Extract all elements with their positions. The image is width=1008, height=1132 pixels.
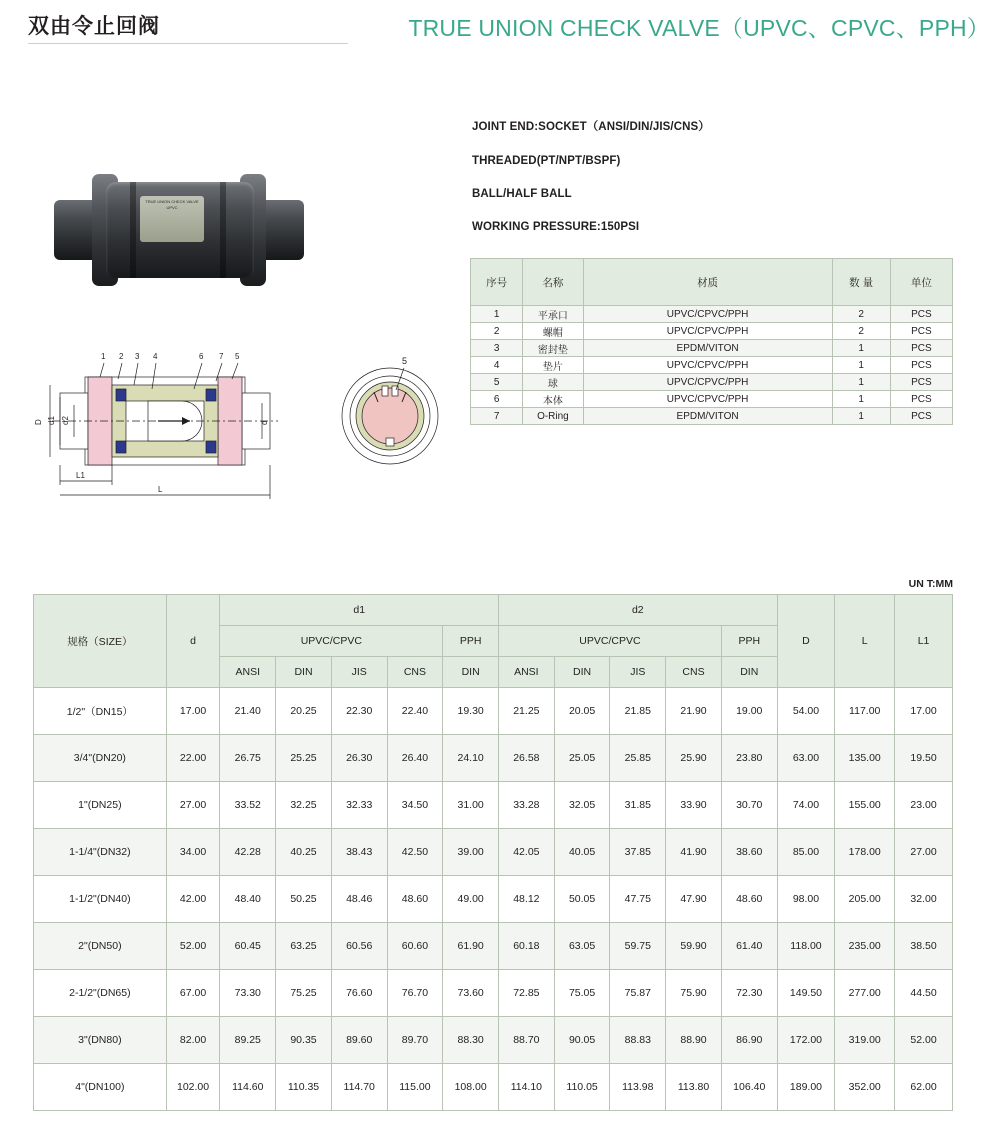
size-cell-d: 82.00 (166, 1017, 220, 1064)
size-cell: 110.05 (554, 1064, 610, 1111)
size-header-std-8: CNS (666, 657, 722, 688)
size-cell: 108.00 (443, 1064, 499, 1111)
size-header-std-5: ANSI (499, 657, 555, 688)
size-cell: 32.25 (276, 782, 332, 829)
size-header-d1-upvc-cpvc: UPVC/CPVC (220, 626, 443, 657)
size-cell-D: 98.00 (777, 876, 835, 923)
size-cell: 21.90 (666, 688, 722, 735)
size-cell: 41.90 (666, 829, 722, 876)
size-cell: 63.05 (554, 923, 610, 970)
page-title-en: TRUE UNION CHECK VALVE（UPVC、CPVC、PPH） (408, 15, 990, 41)
parts-table-header-row (471, 259, 953, 306)
size-cell: 32.33 (331, 782, 387, 829)
size-cell-L: 205.00 (835, 876, 895, 923)
parts-cell-no: 1 (471, 306, 523, 323)
size-cell-L: 135.00 (835, 735, 895, 782)
size-cell: 106.40 (721, 1064, 777, 1111)
size-cell: 21.85 (610, 688, 666, 735)
size-cell: 21.40 (220, 688, 276, 735)
parts-cell-unit: PCS (890, 357, 952, 374)
table-row (471, 357, 953, 374)
parts-cell-material: UPVC/CPVC/PPH (583, 306, 832, 323)
size-cell-size: 2"(DN50) (34, 923, 167, 970)
size-cell-L: 117.00 (835, 688, 895, 735)
unit-note: UN T:MM (908, 578, 953, 590)
size-cell: 89.60 (331, 1017, 387, 1064)
size-cell: 21.25 (499, 688, 555, 735)
size-cell-L1: 19.50 (895, 735, 953, 782)
size-cell-size: 1"(DN25) (34, 782, 167, 829)
page-header (0, 0, 1008, 60)
size-header-std-1: DIN (276, 657, 332, 688)
parts-cell-qty: 1 (832, 391, 890, 408)
parts-header-material: 材质 (583, 259, 832, 306)
size-cell: 114.60 (220, 1064, 276, 1111)
size-cell: 60.45 (220, 923, 276, 970)
end-view-drawing (330, 348, 450, 468)
size-cell: 60.60 (387, 923, 443, 970)
size-cell-L: 155.00 (835, 782, 895, 829)
valve-body-ring-left (130, 182, 136, 278)
table-row (34, 735, 953, 782)
size-cell: 33.28 (499, 782, 555, 829)
size-header-L1: L1 (895, 595, 953, 688)
size-cell-d: 22.00 (166, 735, 220, 782)
size-cell: 20.25 (276, 688, 332, 735)
size-header-d2-upvc-cpvc: UPVC/CPVC (499, 626, 722, 657)
table-row (471, 408, 953, 425)
size-cell: 60.56 (331, 923, 387, 970)
size-cell-size: 4"(DN100) (34, 1064, 167, 1111)
parts-cell-material: EPDM/VITON (583, 340, 832, 357)
table-row (34, 1064, 953, 1111)
size-cell-d: 102.00 (166, 1064, 220, 1111)
size-cell: 48.46 (331, 876, 387, 923)
size-cell-D: 54.00 (777, 688, 835, 735)
size-cell-L1: 62.00 (895, 1064, 953, 1111)
size-cell: 31.00 (443, 782, 499, 829)
size-cell-D: 149.50 (777, 970, 835, 1017)
size-cell-L1: 17.00 (895, 688, 953, 735)
parts-cell-name: 垫片 (523, 357, 583, 374)
parts-header-unit: 单位 (890, 259, 952, 306)
size-cell-d: 42.00 (166, 876, 220, 923)
size-cell: 75.87 (610, 970, 666, 1017)
size-cell: 25.90 (666, 735, 722, 782)
parts-cell-unit: PCS (890, 340, 952, 357)
size-header-std-7: JIS (610, 657, 666, 688)
size-cell: 30.70 (721, 782, 777, 829)
size-cell: 47.75 (610, 876, 666, 923)
size-cell: 47.90 (666, 876, 722, 923)
size-cell: 114.70 (331, 1064, 387, 1111)
size-cell: 42.28 (220, 829, 276, 876)
size-cell: 25.25 (276, 735, 332, 782)
table-row (471, 323, 953, 340)
size-cell: 88.30 (443, 1017, 499, 1064)
size-cell: 86.90 (721, 1017, 777, 1064)
size-cell-d: 34.00 (166, 829, 220, 876)
size-cell: 25.05 (554, 735, 610, 782)
size-cell: 75.25 (276, 970, 332, 1017)
parts-cell-name: O-Ring (523, 408, 583, 425)
svg-text:L: L (158, 485, 163, 494)
parts-cell-qty: 2 (832, 306, 890, 323)
size-cell-D: 118.00 (777, 923, 835, 970)
parts-cell-material: UPVC/CPVC/PPH (583, 357, 832, 374)
size-cell: 26.40 (387, 735, 443, 782)
size-cell-size: 1/2"（DN15） (34, 688, 167, 735)
parts-cell-unit: PCS (890, 323, 952, 340)
svg-text:7: 7 (219, 352, 224, 361)
size-cell: 39.00 (443, 829, 499, 876)
size-cell: 24.10 (443, 735, 499, 782)
size-cell-L: 277.00 (835, 970, 895, 1017)
size-cell-L: 319.00 (835, 1017, 895, 1064)
size-cell: 72.30 (721, 970, 777, 1017)
end-view-svg (330, 348, 450, 468)
spec-line-working-pressure: WORKING PRESSURE:150PSI (472, 221, 640, 233)
parts-cell-qty: 2 (832, 323, 890, 340)
svg-text:4: 4 (153, 352, 158, 361)
size-cell: 31.85 (610, 782, 666, 829)
page-title-cn: 双由令止回阀 (28, 15, 160, 38)
size-cell: 50.25 (276, 876, 332, 923)
size-cell: 48.12 (499, 876, 555, 923)
size-cell: 33.52 (220, 782, 276, 829)
size-cell: 110.35 (276, 1064, 332, 1111)
parts-cell-unit: PCS (890, 306, 952, 323)
spec-line-threaded: THREADED(PT/NPT/BSPF) (472, 155, 621, 167)
size-cell-D: 74.00 (777, 782, 835, 829)
size-cell: 25.85 (610, 735, 666, 782)
table-row (34, 688, 953, 735)
size-cell: 59.90 (666, 923, 722, 970)
size-cell: 73.30 (220, 970, 276, 1017)
valve-label: TRUE UNION CHECK VALVE UPVC (140, 196, 204, 242)
size-cell-L1: 38.50 (895, 923, 953, 970)
header-divider (28, 43, 348, 44)
parts-cell-name: 本体 (523, 391, 583, 408)
size-header-L: L (835, 595, 895, 688)
parts-cell-material: UPVC/CPVC/PPH (583, 323, 832, 340)
size-cell-d: 17.00 (166, 688, 220, 735)
size-cell: 75.90 (666, 970, 722, 1017)
size-cell: 38.60 (721, 829, 777, 876)
size-cell: 32.05 (554, 782, 610, 829)
parts-header-no: 序号 (471, 259, 523, 306)
size-header-d2: d2 (499, 595, 778, 626)
size-cell-L1: 52.00 (895, 1017, 953, 1064)
table-row (34, 829, 953, 876)
size-cell-D: 172.00 (777, 1017, 835, 1064)
svg-text:1: 1 (101, 352, 106, 361)
size-cell-size: 3"(DN80) (34, 1017, 167, 1064)
parts-cell-qty: 1 (832, 340, 890, 357)
end-view-callout-5: 5 (402, 356, 408, 366)
table-row (471, 391, 953, 408)
size-cell-size: 1-1/2"(DN40) (34, 876, 167, 923)
size-cell: 33.90 (666, 782, 722, 829)
spec-line-joint-end: JOINT END:SOCKET（ANSI/DIN/JIS/CNS） (472, 121, 710, 133)
size-cell: 34.50 (387, 782, 443, 829)
size-cell-L1: 44.50 (895, 970, 953, 1017)
size-cell: 60.18 (499, 923, 555, 970)
svg-text:2: 2 (119, 352, 124, 361)
spec-line-ball: BALL/HALF BALL (472, 188, 572, 200)
svg-text:5: 5 (235, 352, 240, 361)
size-cell-L: 235.00 (835, 923, 895, 970)
valve-body-ring-right (220, 182, 226, 278)
size-cell-L1: 27.00 (895, 829, 953, 876)
svg-text:d: d (260, 420, 269, 425)
size-header-size: 规格（SIZE） (34, 595, 167, 688)
size-cell: 42.50 (387, 829, 443, 876)
size-cell-D: 63.00 (777, 735, 835, 782)
size-header-std-9: DIN (721, 657, 777, 688)
parts-cell-name: 球 (523, 374, 583, 391)
size-header-std-6: DIN (554, 657, 610, 688)
table-row (471, 374, 953, 391)
size-cell: 59.75 (610, 923, 666, 970)
size-table (33, 594, 953, 1111)
size-cell: 90.05 (554, 1017, 610, 1064)
spec-text-block (472, 118, 952, 254)
parts-cell-name: 密封垫 (523, 340, 583, 357)
parts-cell-qty: 1 (832, 374, 890, 391)
size-cell-size: 1-1/4"(DN32) (34, 829, 167, 876)
size-cell: 113.98 (610, 1064, 666, 1111)
size-cell-L: 178.00 (835, 829, 895, 876)
size-cell-L1: 23.00 (895, 782, 953, 829)
svg-text:3: 3 (135, 352, 140, 361)
parts-header-qty: 数 量 (832, 259, 890, 306)
svg-text:d2: d2 (61, 416, 70, 425)
size-cell-L1: 32.00 (895, 876, 953, 923)
size-header-std-2: JIS (331, 657, 387, 688)
parts-cell-no: 4 (471, 357, 523, 374)
size-cell: 75.05 (554, 970, 610, 1017)
size-cell: 48.40 (220, 876, 276, 923)
size-cell: 40.05 (554, 829, 610, 876)
parts-header-name: 名称 (523, 259, 583, 306)
parts-cell-no: 3 (471, 340, 523, 357)
svg-text:L1: L1 (76, 471, 85, 480)
size-table-header-row-1 (34, 595, 953, 626)
size-header-d1-pph: PPH (443, 626, 499, 657)
table-row (34, 782, 953, 829)
parts-cell-name: 螺帽 (523, 323, 583, 340)
svg-text:d1: d1 (47, 416, 56, 425)
svg-text:D: D (34, 419, 43, 425)
parts-cell-material: EPDM/VITON (583, 408, 832, 425)
size-cell-d: 27.00 (166, 782, 220, 829)
size-cell-size: 3/4"(DN20) (34, 735, 167, 782)
size-cell: 61.90 (443, 923, 499, 970)
size-cell: 61.40 (721, 923, 777, 970)
size-cell: 73.60 (443, 970, 499, 1017)
size-cell: 72.85 (499, 970, 555, 1017)
parts-cell-unit: PCS (890, 408, 952, 425)
size-cell: 26.75 (220, 735, 276, 782)
parts-cell-unit: PCS (890, 391, 952, 408)
parts-cell-qty: 1 (832, 408, 890, 425)
table-row (34, 970, 953, 1017)
parts-cell-no: 6 (471, 391, 523, 408)
size-cell: 19.30 (443, 688, 499, 735)
size-cell: 114.10 (499, 1064, 555, 1111)
size-cell: 38.43 (331, 829, 387, 876)
parts-cell-no: 5 (471, 374, 523, 391)
size-header-std-3: CNS (387, 657, 443, 688)
size-cell: 49.00 (443, 876, 499, 923)
size-cell: 76.70 (387, 970, 443, 1017)
table-row (471, 306, 953, 323)
size-cell: 37.85 (610, 829, 666, 876)
parts-table (470, 258, 953, 425)
product-photo (48, 150, 308, 310)
svg-text:6: 6 (199, 352, 204, 361)
size-cell: 88.70 (499, 1017, 555, 1064)
table-row (34, 923, 953, 970)
size-cell-d: 67.00 (166, 970, 220, 1017)
size-cell-L: 352.00 (835, 1064, 895, 1111)
size-cell: 23.80 (721, 735, 777, 782)
size-cell: 22.30 (331, 688, 387, 735)
size-header-std-0: ANSI (220, 657, 276, 688)
size-cell: 63.25 (276, 923, 332, 970)
size-cell: 26.30 (331, 735, 387, 782)
parts-cell-name: 平承口 (523, 306, 583, 323)
parts-cell-material: UPVC/CPVC/PPH (583, 391, 832, 408)
table-row (34, 876, 953, 923)
size-cell: 20.05 (554, 688, 610, 735)
size-cell: 19.00 (721, 688, 777, 735)
size-cell: 90.35 (276, 1017, 332, 1064)
size-cell: 89.70 (387, 1017, 443, 1064)
size-cell: 48.60 (387, 876, 443, 923)
size-cell: 88.83 (610, 1017, 666, 1064)
size-cell: 113.80 (666, 1064, 722, 1111)
size-cell-D: 85.00 (777, 829, 835, 876)
size-cell: 89.25 (220, 1017, 276, 1064)
size-header-d1: d1 (220, 595, 499, 626)
size-header-D: D (777, 595, 835, 688)
size-cell: 115.00 (387, 1064, 443, 1111)
size-cell-d: 52.00 (166, 923, 220, 970)
size-header-std-4: DIN (443, 657, 499, 688)
size-cell: 48.60 (721, 876, 777, 923)
parts-cell-qty: 1 (832, 357, 890, 374)
parts-cell-material: UPVC/CPVC/PPH (583, 374, 832, 391)
size-cell: 26.58 (499, 735, 555, 782)
size-header-d: d (166, 595, 220, 688)
size-cell: 88.90 (666, 1017, 722, 1064)
size-header-d2-pph: PPH (721, 626, 777, 657)
size-cell: 22.40 (387, 688, 443, 735)
size-cell-D: 189.00 (777, 1064, 835, 1111)
size-cell: 40.25 (276, 829, 332, 876)
parts-cell-unit: PCS (890, 374, 952, 391)
parts-cell-no: 2 (471, 323, 523, 340)
size-cell: 76.60 (331, 970, 387, 1017)
size-cell: 42.05 (499, 829, 555, 876)
table-row (34, 1017, 953, 1064)
size-cell: 50.05 (554, 876, 610, 923)
size-cell-size: 2-1/2"(DN65) (34, 970, 167, 1017)
parts-cell-no: 7 (471, 408, 523, 425)
table-row (471, 340, 953, 357)
